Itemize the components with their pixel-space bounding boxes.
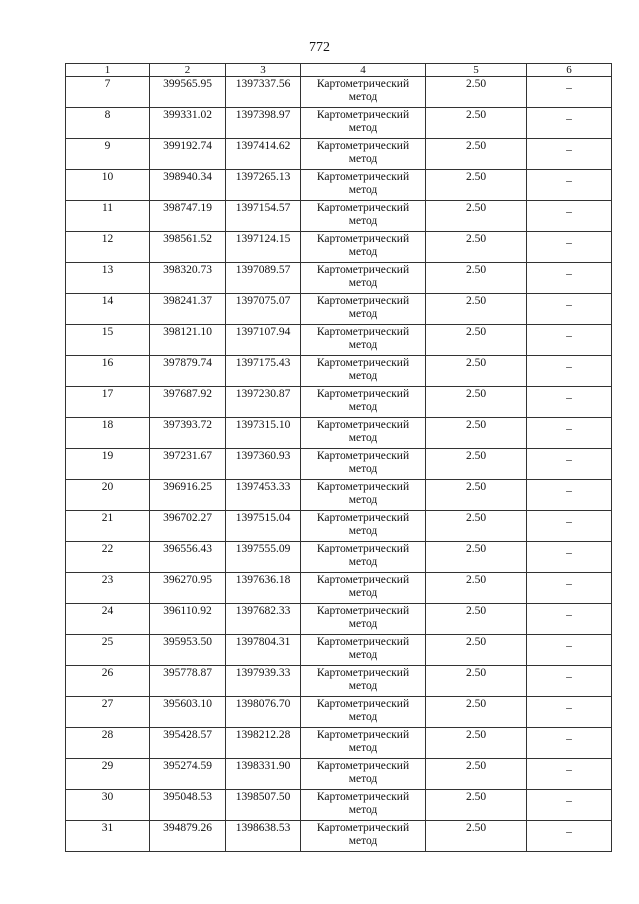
y-coordinate-cell: 1397453.33 [226,480,301,511]
method-line-2: метод [348,711,378,723]
y-coordinate-cell: 1397804.31 [226,635,301,666]
note-dash: – [566,299,572,311]
method-cell [301,480,426,511]
table-row [66,759,612,790]
table-row [66,170,612,201]
method-line-2: метод [348,308,378,320]
point-number-cell: 23 [66,573,150,604]
accuracy-cell: 2.50 [426,790,527,821]
table-row [66,263,612,294]
method-line-2: метод [348,742,378,754]
x-coordinate-cell: 398561.52 [150,232,226,263]
method-line-1: Картометрический [316,326,410,338]
y-coordinate-cell: 1397124.15 [226,232,301,263]
method-line-1: Картометрический [316,109,410,121]
method-cell [301,232,426,263]
header-col-2: 2 [150,64,226,77]
method-line-1: Картометрический [316,605,410,617]
accuracy-cell: 2.50 [426,356,527,387]
method-line-1: Картометрический [316,140,410,152]
note-dash: – [566,702,572,714]
table-row [66,542,612,573]
method-line-1: Картометрический [316,760,410,772]
method-cell [301,728,426,759]
table-row [66,139,612,170]
x-coordinate-cell: 397687.92 [150,387,226,418]
point-number-cell: 21 [66,511,150,542]
header-col-1: 1 [66,64,150,77]
method-line-1: Картометрический [316,512,410,524]
x-coordinate-cell: 396916.25 [150,480,226,511]
note-cell [527,263,612,294]
method-line-1: Картометрический [316,574,410,586]
table-row [66,666,612,697]
table-row [66,387,612,418]
method-line-2: метод [348,370,378,382]
note-dash: – [566,733,572,745]
y-coordinate-cell: 1397075.07 [226,294,301,325]
note-cell [527,387,612,418]
accuracy-cell: 2.50 [426,728,527,759]
note-dash: – [566,330,572,342]
y-coordinate-cell: 1398331.90 [226,759,301,790]
x-coordinate-cell: 398121.10 [150,325,226,356]
y-coordinate-cell: 1397398.97 [226,108,301,139]
table-row [66,232,612,263]
accuracy-cell: 2.50 [426,697,527,728]
y-coordinate-cell: 1397682.33 [226,604,301,635]
y-coordinate-cell: 1397230.87 [226,387,301,418]
table-row [66,356,612,387]
note-dash: – [566,485,572,497]
method-line-2: метод [348,277,378,289]
header-col-4: 4 [301,64,426,77]
note-dash: – [566,237,572,249]
table-row [66,511,612,542]
y-coordinate-cell: 1397154.57 [226,201,301,232]
method-cell [301,294,426,325]
table-row [66,573,612,604]
table-row [66,449,612,480]
y-coordinate-cell: 1397515.04 [226,511,301,542]
note-cell [527,697,612,728]
point-number-cell: 24 [66,604,150,635]
method-line-1: Картометрический [316,667,410,679]
table-row [66,294,612,325]
method-line-1: Картометрический [316,171,410,183]
table-row [66,325,612,356]
accuracy-cell: 2.50 [426,573,527,604]
point-number-cell: 17 [66,387,150,418]
note-dash: – [566,423,572,435]
method-line-1: Картометрический [316,419,410,431]
note-dash: – [566,795,572,807]
method-line-1: Картометрический [316,481,410,493]
y-coordinate-cell: 1397265.13 [226,170,301,201]
point-number-cell: 25 [66,635,150,666]
accuracy-cell: 2.50 [426,635,527,666]
point-number-cell: 22 [66,542,150,573]
note-cell [527,604,612,635]
method-line-1: Картометрический [316,295,410,307]
point-number-cell: 9 [66,139,150,170]
x-coordinate-cell: 399331.02 [150,108,226,139]
y-coordinate-cell: 1397555.09 [226,542,301,573]
method-cell [301,387,426,418]
accuracy-cell: 2.50 [426,201,527,232]
method-line-2: метод [348,184,378,196]
y-coordinate-cell: 1398212.28 [226,728,301,759]
accuracy-cell: 2.50 [426,294,527,325]
note-dash: – [566,392,572,404]
accuracy-cell: 2.50 [426,542,527,573]
note-cell [527,232,612,263]
method-line-2: метод [348,680,378,692]
note-cell [527,790,612,821]
x-coordinate-cell: 395428.57 [150,728,226,759]
x-coordinate-cell: 395603.10 [150,697,226,728]
method-cell [301,759,426,790]
x-coordinate-cell: 398241.37 [150,294,226,325]
accuracy-cell: 2.50 [426,449,527,480]
point-number-cell: 16 [66,356,150,387]
note-cell [527,201,612,232]
method-line-2: метод [348,835,378,847]
table-row [66,821,612,852]
x-coordinate-cell: 396556.43 [150,542,226,573]
page-number: 772 [309,40,330,55]
x-coordinate-cell: 399192.74 [150,139,226,170]
x-coordinate-cell: 395274.59 [150,759,226,790]
note-dash: – [566,516,572,528]
method-line-1: Картометрический [316,450,410,462]
note-cell [527,294,612,325]
y-coordinate-cell: 1397089.57 [226,263,301,294]
accuracy-cell: 2.50 [426,418,527,449]
note-dash: – [566,113,572,125]
method-line-2: метод [348,649,378,661]
table-row [66,201,612,232]
accuracy-cell: 2.50 [426,108,527,139]
note-cell [527,635,612,666]
method-cell [301,201,426,232]
method-cell [301,697,426,728]
method-cell [301,635,426,666]
x-coordinate-cell: 397879.74 [150,356,226,387]
accuracy-cell: 2.50 [426,387,527,418]
note-cell [527,759,612,790]
accuracy-cell: 2.50 [426,759,527,790]
method-line-1: Картометрический [316,729,410,741]
point-number-cell: 7 [66,77,150,108]
note-dash: – [566,547,572,559]
table-row [66,635,612,666]
point-number-cell: 13 [66,263,150,294]
accuracy-cell: 2.50 [426,232,527,263]
point-number-cell: 27 [66,697,150,728]
method-cell [301,418,426,449]
point-number-cell: 10 [66,170,150,201]
table-row [66,77,612,108]
method-cell [301,77,426,108]
y-coordinate-cell: 1397175.43 [226,356,301,387]
method-line-2: метод [348,463,378,475]
note-cell [527,728,612,759]
table-row [66,108,612,139]
method-line-1: Картометрический [316,698,410,710]
method-line-1: Картометрический [316,357,410,369]
note-cell [527,418,612,449]
coordinates-table [65,63,612,852]
x-coordinate-cell: 398940.34 [150,170,226,201]
method-line-1: Картометрический [316,233,410,245]
method-cell [301,790,426,821]
x-coordinate-cell: 398747.19 [150,201,226,232]
note-dash: – [566,144,572,156]
method-line-2: метод [348,122,378,134]
table-header [66,64,612,77]
method-line-2: метод [348,215,378,227]
method-line-1: Картометрический [316,636,410,648]
point-number-cell: 15 [66,325,150,356]
accuracy-cell: 2.50 [426,77,527,108]
point-number-cell: 12 [66,232,150,263]
x-coordinate-cell: 398320.73 [150,263,226,294]
accuracy-cell: 2.50 [426,666,527,697]
note-dash: – [566,206,572,218]
note-dash: – [566,671,572,683]
method-cell [301,139,426,170]
accuracy-cell: 2.50 [426,325,527,356]
note-cell [527,170,612,201]
method-line-2: метод [348,587,378,599]
header-row [66,64,612,77]
note-dash: – [566,82,572,94]
note-dash: – [566,175,572,187]
x-coordinate-cell: 397231.67 [150,449,226,480]
accuracy-cell: 2.50 [426,821,527,852]
header-col-3: 3 [226,64,301,77]
y-coordinate-cell: 1397107.94 [226,325,301,356]
method-cell [301,542,426,573]
note-cell [527,108,612,139]
method-line-1: Картометрический [316,791,410,803]
point-number-cell: 11 [66,201,150,232]
table-row [66,604,612,635]
method-line-1: Картометрический [316,264,410,276]
x-coordinate-cell: 396110.92 [150,604,226,635]
y-coordinate-cell: 1397414.62 [226,139,301,170]
x-coordinate-cell: 395048.53 [150,790,226,821]
point-number-cell: 19 [66,449,150,480]
method-cell [301,325,426,356]
note-dash: – [566,361,572,373]
method-cell [301,170,426,201]
y-coordinate-cell: 1398638.53 [226,821,301,852]
point-number-cell: 30 [66,790,150,821]
note-cell [527,139,612,170]
table-row [66,418,612,449]
note-dash: – [566,640,572,652]
method-cell [301,821,426,852]
method-cell [301,449,426,480]
accuracy-cell: 2.50 [426,263,527,294]
method-line-2: метод [348,339,378,351]
y-coordinate-cell: 1398076.70 [226,697,301,728]
method-line-2: метод [348,525,378,537]
x-coordinate-cell: 396702.27 [150,511,226,542]
method-cell [301,108,426,139]
accuracy-cell: 2.50 [426,139,527,170]
method-cell [301,263,426,294]
y-coordinate-cell: 1398507.50 [226,790,301,821]
method-cell [301,666,426,697]
note-dash: – [566,609,572,621]
note-cell [527,542,612,573]
table-row [66,480,612,511]
point-number-cell: 8 [66,108,150,139]
method-line-1: Картометрический [316,202,410,214]
method-line-2: метод [348,494,378,506]
method-line-1: Картометрический [316,822,410,834]
method-line-1: Картометрический [316,388,410,400]
x-coordinate-cell: 397393.72 [150,418,226,449]
y-coordinate-cell: 1397636.18 [226,573,301,604]
y-coordinate-cell: 1397337.56 [226,77,301,108]
point-number-cell: 14 [66,294,150,325]
accuracy-cell: 2.50 [426,170,527,201]
method-line-2: метод [348,618,378,630]
method-cell [301,604,426,635]
x-coordinate-cell: 394879.26 [150,821,226,852]
y-coordinate-cell: 1397315.10 [226,418,301,449]
method-cell [301,511,426,542]
note-dash: – [566,454,572,466]
point-number-cell: 18 [66,418,150,449]
header-col-5: 5 [426,64,527,77]
point-number-cell: 28 [66,728,150,759]
x-coordinate-cell: 399565.95 [150,77,226,108]
table-body [66,77,612,852]
method-line-2: метод [348,401,378,413]
y-coordinate-cell: 1397360.93 [226,449,301,480]
method-line-2: метод [348,804,378,816]
method-cell [301,356,426,387]
method-line-2: метод [348,773,378,785]
note-dash: – [566,268,572,280]
note-cell [527,573,612,604]
table-row [66,697,612,728]
note-cell [527,449,612,480]
method-line-1: Картометрический [316,543,410,555]
x-coordinate-cell: 396270.95 [150,573,226,604]
note-cell [527,821,612,852]
note-dash: – [566,826,572,838]
method-line-2: метод [348,246,378,258]
accuracy-cell: 2.50 [426,511,527,542]
accuracy-cell: 2.50 [426,480,527,511]
y-coordinate-cell: 1397939.33 [226,666,301,697]
method-line-1: Картометрический [316,78,410,90]
header-col-6: 6 [527,64,612,77]
method-line-2: метод [348,556,378,568]
note-cell [527,356,612,387]
point-number-cell: 20 [66,480,150,511]
x-coordinate-cell: 395778.87 [150,666,226,697]
point-number-cell: 29 [66,759,150,790]
method-line-2: метод [348,432,378,444]
note-cell [527,511,612,542]
note-cell [527,77,612,108]
note-cell [527,480,612,511]
table-row [66,728,612,759]
method-line-2: метод [348,153,378,165]
note-cell [527,666,612,697]
point-number-cell: 31 [66,821,150,852]
note-dash: – [566,578,572,590]
method-line-2: метод [348,91,378,103]
accuracy-cell: 2.50 [426,604,527,635]
table-row [66,790,612,821]
note-dash: – [566,764,572,776]
point-number-cell: 26 [66,666,150,697]
x-coordinate-cell: 395953.50 [150,635,226,666]
note-cell [527,325,612,356]
method-cell [301,573,426,604]
